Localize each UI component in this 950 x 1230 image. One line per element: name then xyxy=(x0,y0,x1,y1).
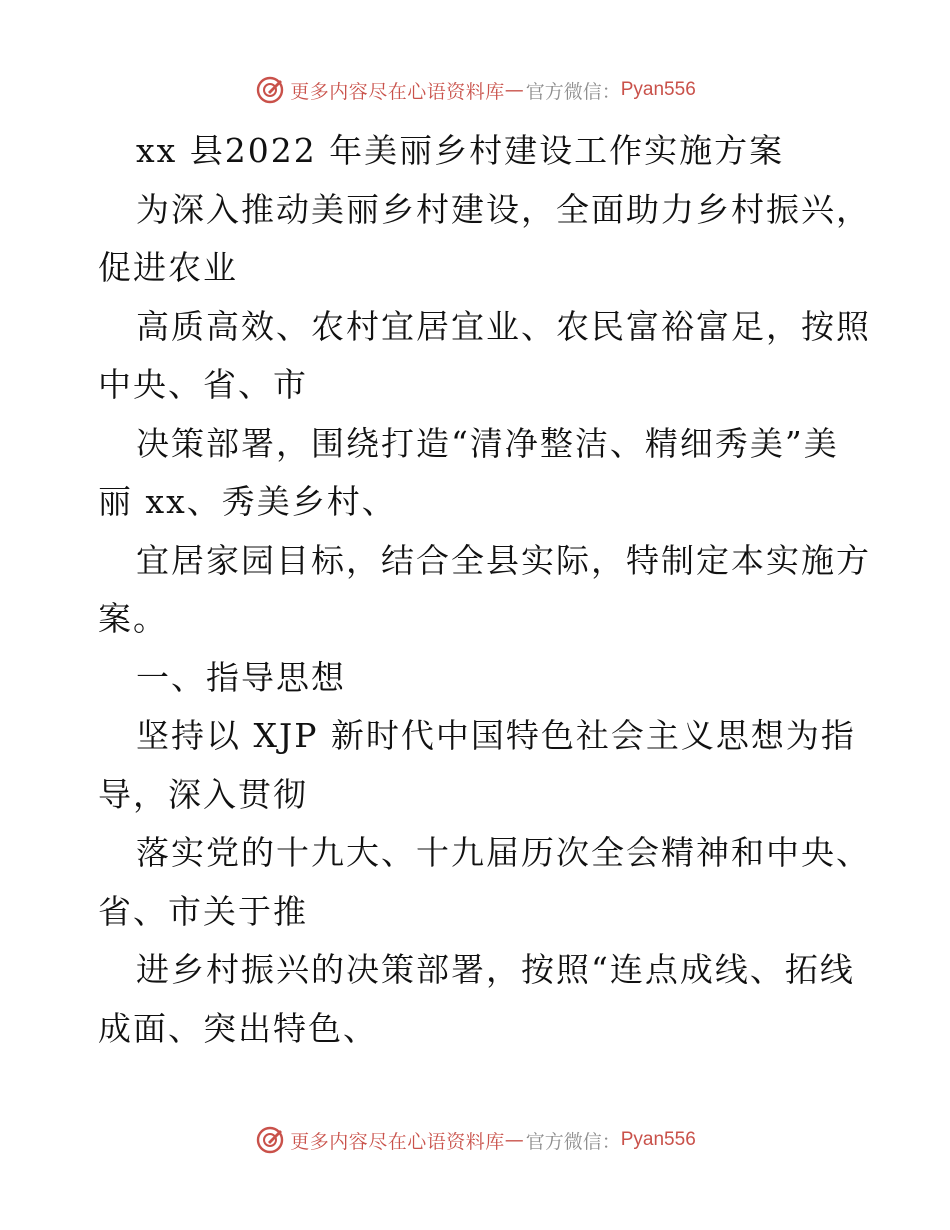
watermark-main-text: 更多内容尽在心语资料库 xyxy=(290,1130,505,1153)
watermark-sub-text: 官方微信： xyxy=(525,80,621,103)
footer-watermark xyxy=(0,1120,950,1160)
paragraph-line: 宜居家园目标，结合全县实际，特制定本实施方 xyxy=(136,540,871,580)
watermark-dash: — xyxy=(504,79,524,101)
document-title: xx 县2022 年美丽乡村建设工作实施方案 xyxy=(136,131,785,170)
paragraph-line: 导，深入贯彻 xyxy=(98,774,308,814)
paragraph-line: 中央、省、市 xyxy=(98,365,308,404)
watermark-wechat-id: Pyan556 xyxy=(620,79,696,100)
paragraph-line: 为深入推动美丽乡村建设，全面助力乡村振兴， xyxy=(136,189,871,229)
watermark-dash: — xyxy=(504,1129,524,1151)
section-heading: 一、指导思想 xyxy=(136,657,346,697)
header-watermark xyxy=(0,70,950,110)
paragraph-line: 丽 xx、秀美乡村、 xyxy=(98,482,397,521)
paragraph-line: 成面、突出特色、 xyxy=(98,1008,378,1048)
pen-circle-logo-icon xyxy=(254,74,286,106)
paragraph-line: 决策部署，围绕打造“清净整洁、精细秀美”美 xyxy=(136,423,839,463)
paragraph-line: 进乡村振兴的决策部署，按照“连点成线、拓线 xyxy=(136,950,855,989)
paragraph-line: 省、市关于推 xyxy=(98,891,308,931)
watermark-sub-text: 官方微信： xyxy=(525,1130,621,1153)
paragraph-line: 促进农业 xyxy=(98,248,238,287)
paragraph-line: 坚持以 XJP 新时代中国特色社会主义思想为指 xyxy=(136,716,856,755)
pen-circle-logo-icon xyxy=(254,1124,286,1156)
paragraph-line: 高质高效、农村宜居宜业、农民富裕富足，按照 xyxy=(136,306,871,346)
watermark-wechat-id: Pyan556 xyxy=(620,1129,696,1150)
paragraph-line: 案。 xyxy=(98,599,168,638)
document-body xyxy=(98,122,871,1058)
paragraph-line: 落实党的十九大、十九届历次全会精神和中央、 xyxy=(136,833,871,872)
watermark-main-text: 更多内容尽在心语资料库 xyxy=(290,80,505,103)
